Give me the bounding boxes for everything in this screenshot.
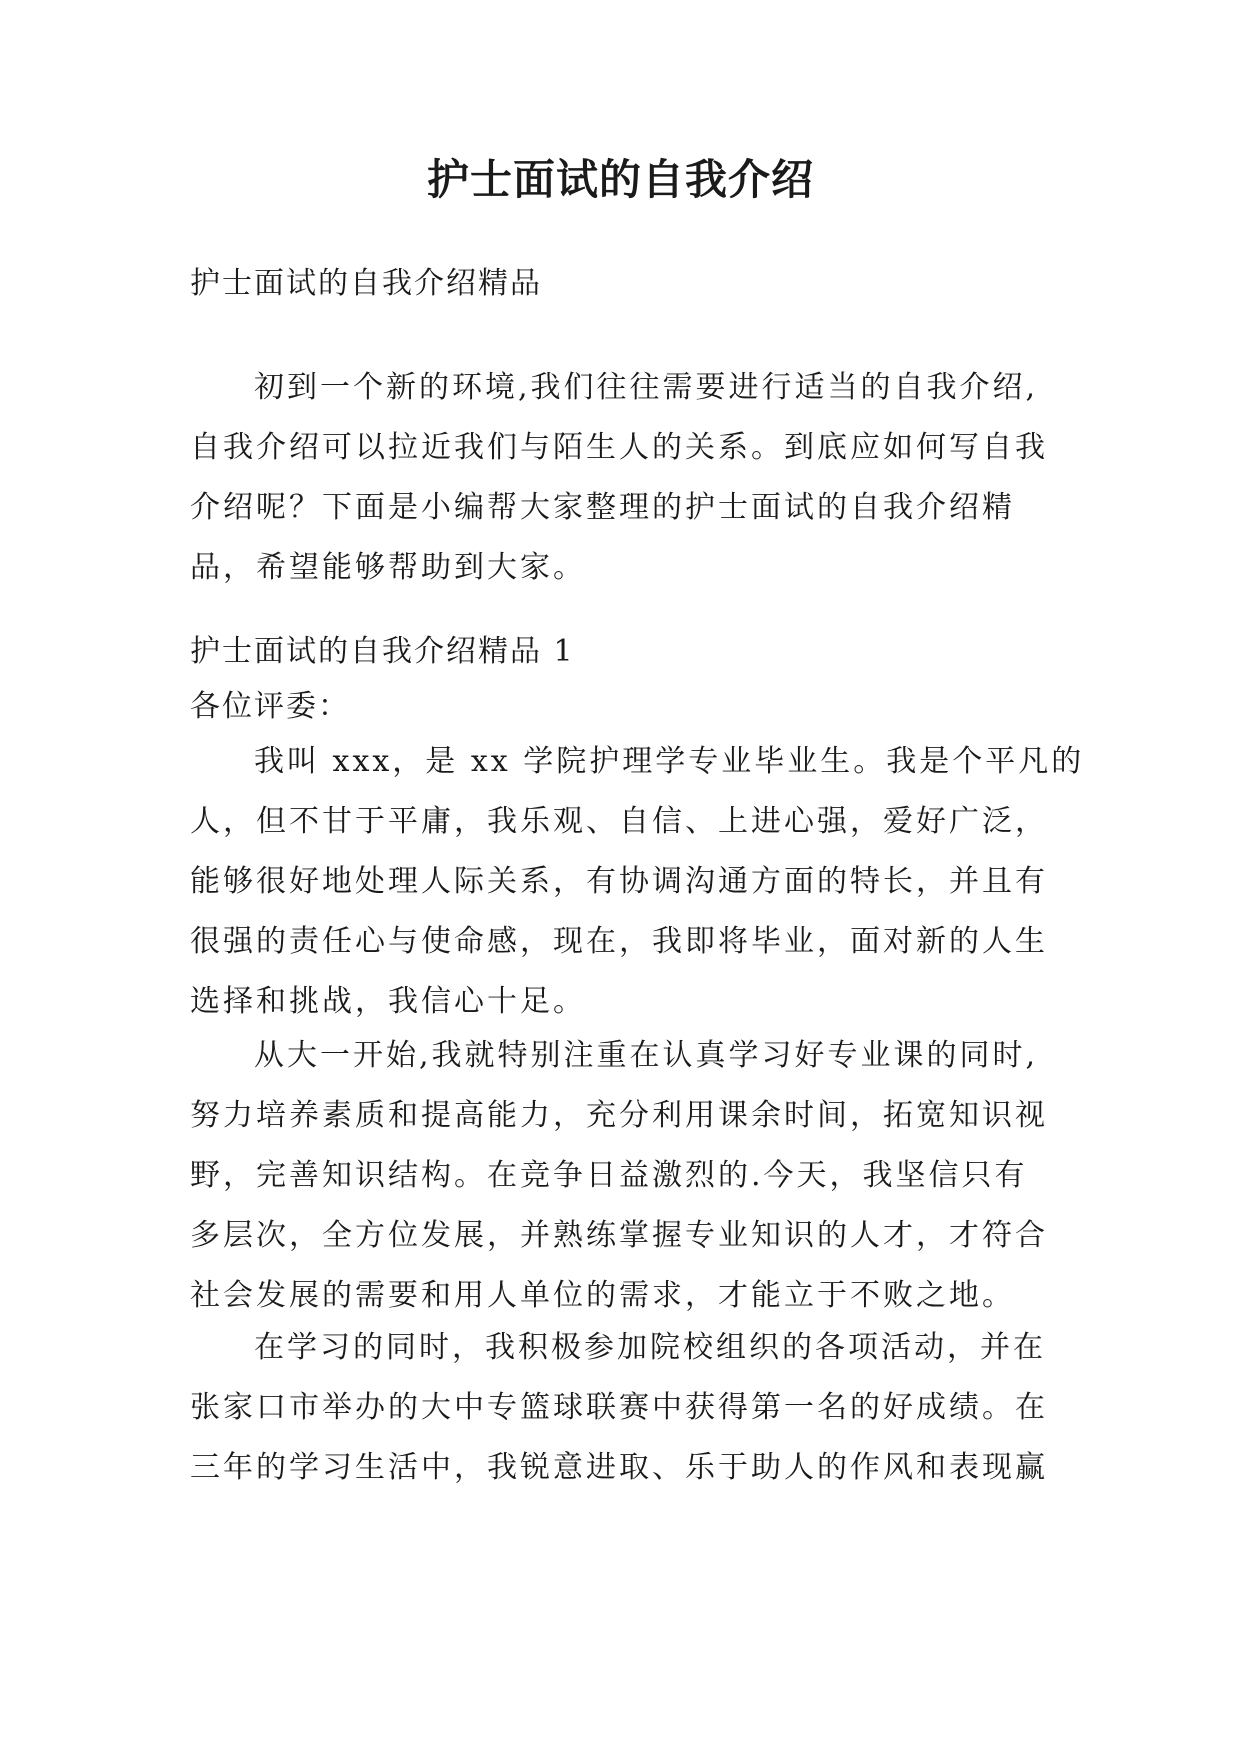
text-line: 在学习的同时，我积极参加院校组织的各项活动，并在 — [254, 1330, 1046, 1365]
text-line: 努力培养素质和提高能力，充分利用课余时间，拓宽知识视 — [190, 1098, 1048, 1133]
text-line: 张家口市举办的大中专篮球联赛中获得第一名的好成绩。在 — [190, 1390, 1048, 1425]
section-heading: 护士面试的自我介绍精品 1 — [190, 634, 575, 669]
text-line: 从大一开始,我就特别注重在认真学习好专业课的同时, — [254, 1038, 1039, 1073]
document-subtitle: 护士面试的自我介绍精品 — [190, 266, 542, 301]
intro-paragraph — [190, 358, 1070, 598]
text-line: 多层次，全方位发展，并熟练掌握专业知识的人才，才符合 — [190, 1218, 1048, 1253]
text-line: 品，希望能够帮助到大家。 — [190, 550, 586, 585]
paragraph-1 — [190, 732, 1085, 1032]
text-line: 人，但不甘于平庸，我乐观、自信、上进心强，爱好广泛， — [190, 804, 1048, 839]
paragraph-3 — [190, 1318, 1070, 1498]
text-line: 初到一个新的环境,我们往往需要进行适当的自我介绍, — [254, 370, 1039, 405]
text-line: 很强的责任心与使命感，现在，我即将毕业，面对新的人生 — [190, 924, 1048, 959]
text-line: 社会发展的需要和用人单位的需求，才能立于不败之地。 — [190, 1278, 1015, 1313]
document-title: 护士面试的自我介绍 — [426, 155, 814, 204]
salutation: 各位评委： — [190, 689, 350, 724]
text-line: 介绍呢？下面是小编帮大家整理的护士面试的自我介绍精 — [190, 490, 1015, 525]
text-line: 野，完善知识结构。在竞争日益激烈的.今天，我坚信只有 — [190, 1158, 1028, 1193]
text-line: 三年的学习生活中，我锐意进取、乐于助人的作风和表现赢 — [190, 1450, 1048, 1485]
text-line: 能够很好地处理人际关系，有协调沟通方面的特长，并且有 — [190, 864, 1048, 899]
paragraph-2 — [190, 1026, 1070, 1326]
text-line: 选择和挑战，我信心十足。 — [190, 984, 586, 1019]
text-line: 我叫 xxx，是 xx 学院护理学专业毕业生。我是个平凡的 — [254, 744, 1085, 779]
text-line: 自我介绍可以拉近我们与陌生人的关系。到底应如何写自我 — [190, 430, 1048, 465]
